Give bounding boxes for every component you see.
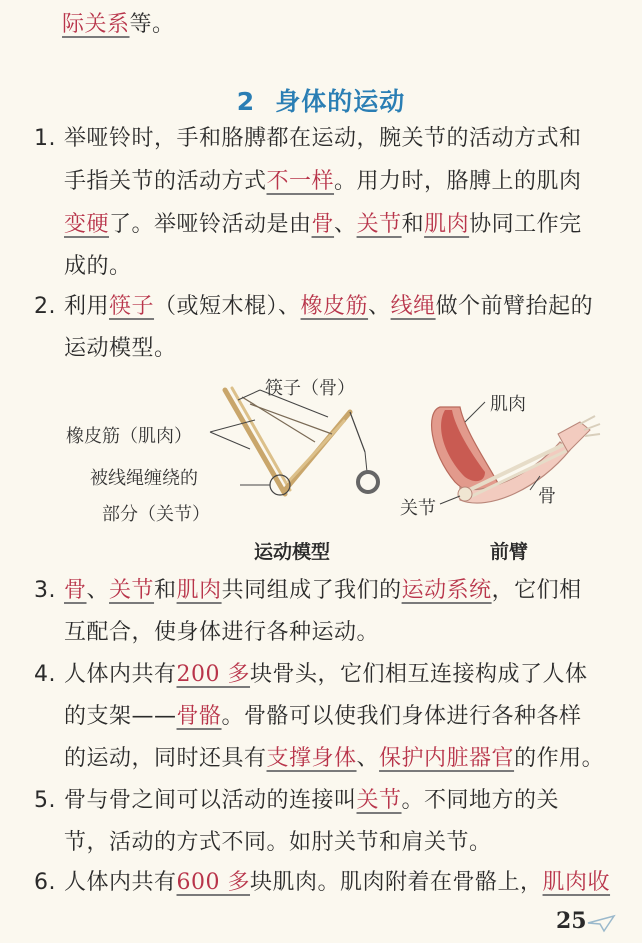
item-4-line-1: 4. 人体内共有200 多块骨头，它们相互连接构成了人体: [34, 660, 588, 690]
item-number: 4.: [34, 662, 56, 687]
item-4-line-2: 的支架——骨骼。骨骼可以使我们身体进行各种各样: [64, 704, 582, 729]
answer-fill: 200 多: [176, 662, 251, 687]
label-wrapped-1: 被线绳缠绕的: [90, 468, 198, 489]
item-number: 5.: [34, 788, 56, 813]
answer-fill: 骨骼: [176, 704, 222, 729]
item-number: 2.: [34, 294, 56, 319]
answer-fill: 运动系统: [401, 578, 492, 603]
section-title: [0, 82, 642, 118]
item-5-line-1: 5. 骨与骨之间可以活动的连接叫关节。不同地方的关: [34, 786, 559, 816]
answer-fill: 不一样: [266, 169, 335, 194]
section-heading: 身体的运动: [275, 87, 406, 116]
item-1-line-4: 成的。: [64, 254, 132, 279]
answer-fill: 600 多: [176, 870, 251, 895]
answer-fill: 骨: [64, 578, 87, 603]
label-bone: 骨: [538, 486, 556, 507]
answer-fill: 关节: [356, 212, 402, 237]
label-muscle: 肌肉: [490, 394, 526, 415]
item-5-line-2: 节，活动的方式不同。如肘关节和肩关节。: [64, 830, 492, 855]
answer-fill: 筷子: [109, 294, 155, 319]
answer-fill: 肌肉收: [542, 870, 611, 895]
item-1-line-1: 1. 举哑铃时，手和胳膊都在运动，腕关节的活动方式和: [34, 124, 582, 154]
label-rubber-band: 橡皮筋（肌肉）: [66, 426, 192, 447]
label-wrapped-2: 部分（关节）: [102, 504, 210, 525]
answer-fill: 肌肉: [176, 578, 222, 603]
continued-line: 际关系等。: [62, 12, 175, 37]
answer-fill: 关节: [356, 788, 402, 813]
page-number: 25: [556, 908, 587, 934]
caption-arm: 前臂: [490, 541, 529, 563]
paper-plane-icon: [586, 913, 616, 933]
item-4-line-3: 的运动，同时还具有支撑身体、保护内脏器官的作用。: [64, 746, 605, 771]
item-3-line-1: 3. 骨、关节和肌肉共同组成了我们的运动系统，它们相: [34, 576, 582, 606]
answer-fill: 支撑身体: [266, 746, 357, 771]
label-chopsticks: 筷子（骨）: [265, 378, 355, 399]
item-1-line-2: 手指关节的活动方式不一样。用力时，胳膊上的肌肉: [64, 169, 582, 194]
caption-model: 运动模型: [254, 541, 331, 563]
item-number: 6.: [34, 870, 56, 895]
answer-fill: 关节: [109, 578, 155, 603]
item-1-line-3: 变硬了。举哑铃活动是由骨、关节和肌肉协同工作完: [64, 212, 582, 237]
item-6-line-1: 6. 人体内共有600 多块肌肉。肌肉附着在骨骼上，肌肉收: [34, 868, 610, 898]
answer-fill: 保护内脏器官: [379, 746, 515, 771]
answer-fill: 变硬: [64, 212, 110, 237]
item-number: 1.: [34, 126, 56, 151]
answer-fill: 骨: [311, 212, 335, 237]
answer-fill: 肌肉: [424, 212, 470, 237]
item-3-line-2: 互配合，使身体进行各种运动。: [64, 620, 380, 645]
label-joint: 关节: [400, 498, 436, 519]
answer-fill: 橡皮筋: [300, 294, 369, 319]
answer-fill: 线绳: [390, 294, 436, 319]
answer-fill: 际关系: [62, 12, 130, 37]
item-number: 3.: [34, 578, 56, 603]
item-2-line-2: 运动模型。: [64, 336, 177, 361]
section-number: 2: [236, 87, 256, 116]
item-2-line-1: 2. 利用筷子（或短木棍）、橡皮筋、线绳做个前臂抬起的: [34, 292, 593, 322]
figure-arm-model: [60, 372, 620, 567]
